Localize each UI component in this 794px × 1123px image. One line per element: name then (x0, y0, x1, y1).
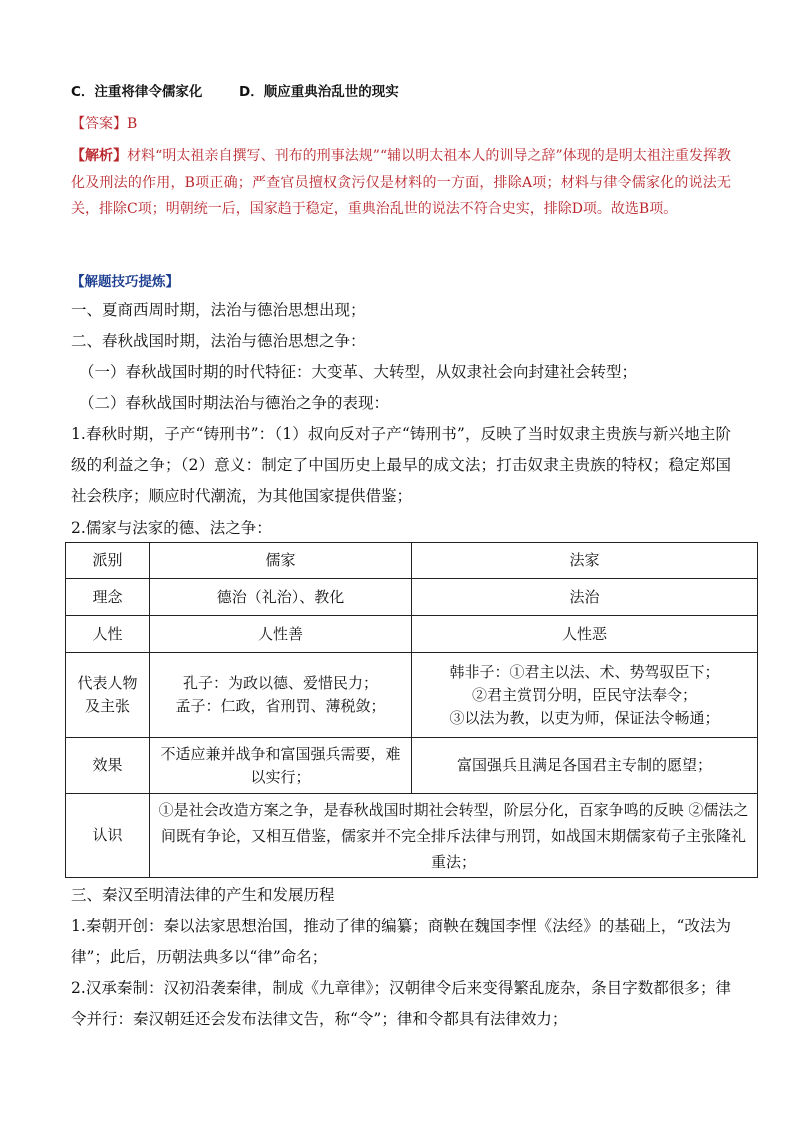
zichan-paragraph: 1.春秋时期，子产“铸刑书”：（1）叔向反对子产“铸刑书”，反映了当时奴隶主贵族与新兴地主阶级的利益之争；（2）意义：制定了中国历史上最早的成文法；打击奴隶主贵族的特权；稳定郑国社会秩序；顺应时代潮流，为其他国家提供借鉴； (71, 425, 731, 505)
tips-heading: 【解题技巧提炼】 (71, 274, 179, 290)
table-cell: 理念 (66, 579, 150, 616)
cell-line: ③以法为教，以吏为师，保证法令畅通； (449, 708, 720, 727)
answer-label: 【答案】 (71, 116, 127, 132)
table-cell: 认识 (66, 794, 150, 878)
analysis-label: 【解析】 (71, 148, 128, 164)
analysis-paragraph (71, 143, 731, 223)
han-paragraph: 2.汉承秦制：汉初沿袭秦律，制成《九章律》；汉朝律令后来变得繁乱庞杂，条目字数都很多；律令并行：秦汉朝廷还会发布法律文告，称“令”；律和令都具有法律效力； (71, 979, 731, 1028)
table-cell (412, 653, 758, 738)
table-cell: 派别 (66, 543, 150, 579)
qin-paragraph: 1.秦朝开创：秦以法家思想治国，推动了律的编纂；商鞅在魏国李悝《法经》的基础上，“改法为律”；此后，历朝法典多以“律”命名； (71, 917, 731, 966)
table-cell: ①是社会改造方案之争，是春秋战国时期社会转型，阶层分化，百家争鸣的反映 ②儒法之间既有争论，又相互借鉴，儒家并不完全排斥法律与刑罚，如战国末期儒家荀子主张隆礼重法； (150, 794, 758, 878)
table-cell: 法治 (412, 579, 758, 616)
section-2-line: 二、春秋战国时期，法治与德治思想之争： (71, 332, 366, 350)
table-row (66, 616, 758, 653)
table-cell (150, 653, 412, 738)
analysis-text: 材料“明太祖亲自撰写、刊布的刑事法规”“辅以明太祖本人的训导之辞”体现的是明太祖注重发挥教化及刑法的作用，B项正确；严查官员擅权贪污仅是材料的一方面，排除A项；材料与律令儒家化的说法无关，排除C项；明朝统一后，国家趋于稳定，重典治乱世的说法不符合史实，排除D项。故选B项。 (71, 148, 731, 217)
cell-line: 韩非子：①君主以法、术、势驾驭臣下； (449, 662, 720, 681)
table-cell: 人性善 (150, 616, 412, 653)
section-1-line: 一、夏商西周时期，法治与德治思想出现； (71, 301, 366, 319)
answer-value: B (127, 116, 138, 132)
option-c: C．注重将律令儒家化 (71, 84, 203, 100)
option-d: D．顺应重典治乱世的现实 (239, 84, 399, 100)
answer-line (71, 113, 731, 133)
section-2-1-line: （一）春秋战国时期的时代特征：大变革、大转型，从奴隶社会向封建社会转型； (79, 363, 638, 381)
table-cell: 德治（礼治）、教化 (150, 579, 412, 616)
table-row (66, 738, 758, 794)
table-cell: 儒家 (150, 543, 412, 579)
table-cell: 不适应兼并战争和富国强兵需要，难以实行； (150, 738, 412, 794)
row-label-line: 及主张 (84, 697, 130, 715)
table-row (66, 579, 758, 616)
table-cell (66, 653, 150, 738)
table-row (66, 543, 758, 579)
table-cell: 人性恶 (412, 616, 758, 653)
table-cell: 法家 (412, 543, 758, 579)
table-row (66, 653, 758, 738)
cell-line: 孔子：为政以德、爱惜民力； (182, 674, 378, 692)
table-row (66, 794, 758, 878)
table-cell: 人性 (66, 616, 150, 653)
table-cell: 效果 (66, 738, 150, 794)
cell-line: 孟子：仁政，省刑罚、薄税敛； (175, 697, 386, 715)
table-cell: 富国强兵且满足各国君主专制的愿望； (412, 738, 758, 794)
section-2-2-line: （二）春秋战国时期法治与德治之争的表现： (79, 394, 390, 412)
row-label-line: 代表人物 (77, 674, 138, 692)
comparison-table (65, 542, 758, 878)
cell-line: ②君主赏罚分明，臣民守法奉令； (471, 685, 697, 704)
section-3-line: 三、秦汉至明清法律的产生和发展历程 (71, 886, 335, 904)
answer-options (71, 80, 731, 100)
table-intro-line: 2.儒家与法家的德、法之争： (71, 519, 272, 537)
